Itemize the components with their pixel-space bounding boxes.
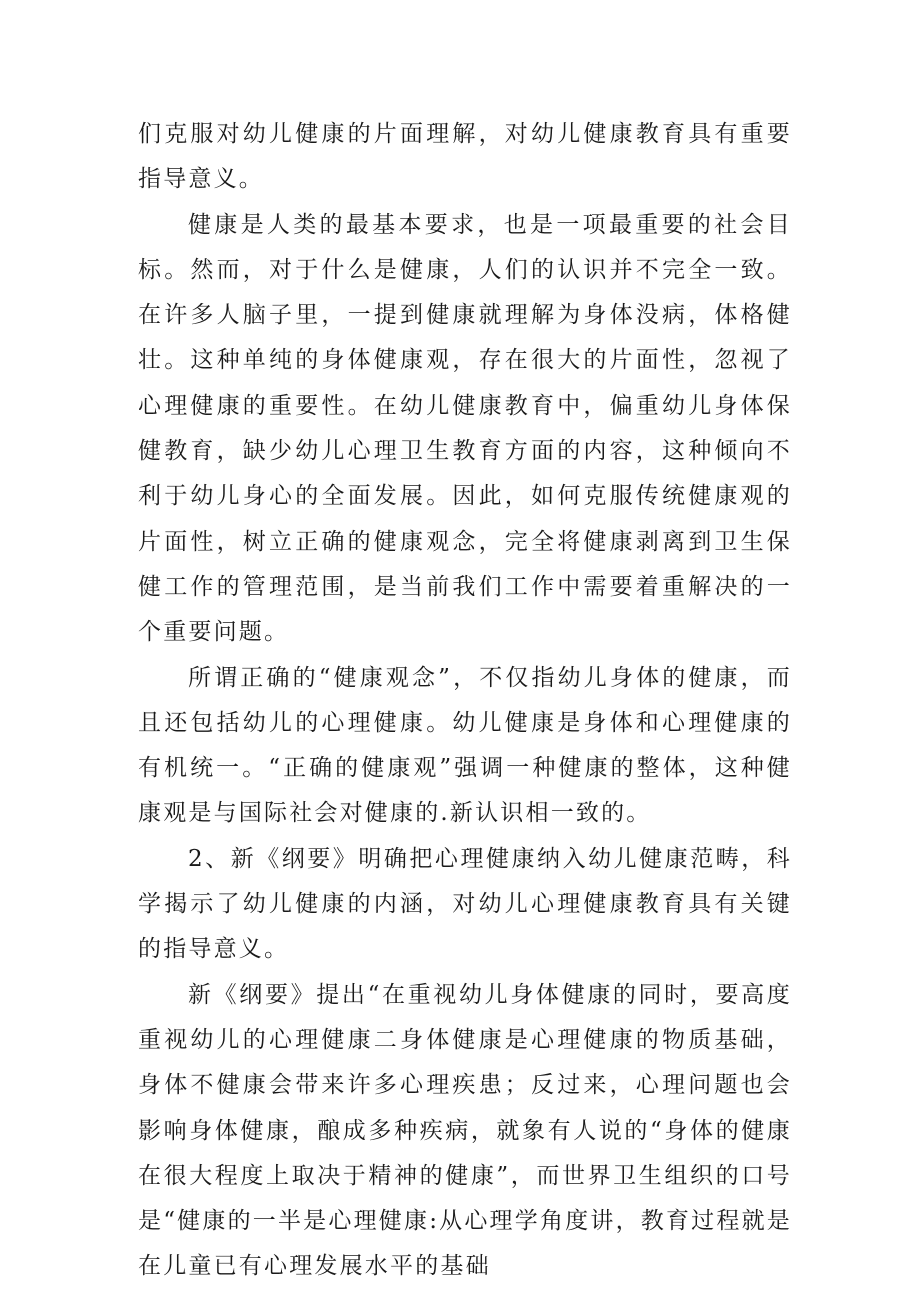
document-body [138, 112, 792, 1290]
paragraph-4: 2、新《纲要》明确把心理健康纳入幼儿健康范畴，科学揭示了幼儿健康的内涵，对幼儿心理健康教育具有关键的指导意义。 [138, 845, 792, 963]
paragraph-1: 们克服对幼儿健康的片面理解，对幼儿健康教育具有重要指导意义。 [138, 121, 792, 193]
paragraph-3: 所谓正确的“健康观念”，不仅指幼儿身体的健康，而且还包括幼儿的心理健康。幼儿健康是身体和心理健康的有机统一。“正确的健康观”强调一种健康的整体，这种健康观是与国际社会对健康的.新认识相一致的。 [138, 664, 792, 827]
paragraph-2: 健康是人类的最基本要求，也是一项最重要的社会目标。然而，对于什么是健康，人们的认识并不完全一致。在许多人脑子里，一提到健康就理解为身体没病，体格健壮。这种单纯的身体健康观，存在很大的片面性，忽视了心理健康的重要性。在幼儿健康教育中，偏重幼儿身体保健教育，缺少幼儿心理卫生教育方面的内容，这种倾向不利于幼儿身心的全面发展。因此，如何克服传统健康观的片面性，树立正确的健康观念，完全将健康剥离到卫生保健工作的管理范围，是当前我们工作中需要着重解决的一个重要问题。 [138, 211, 792, 646]
paragraph-5: 新《纲要》提出“在重视幼儿身体健康的同时，要高度重视幼儿的心理健康二身体健康是心理健康的物质基础，身体不健康会带来许多心理疾患；反过来，心理问题也会影响身体健康，酿成多种疾病，就象有人说的“身体的健康在很大程度上取决于精神的健康”，而世界卫生组织的口号是“健康的一半是心理健康:从心理学角度讲，教育过程就是在儿童已有心理发展水平的基础 [138, 981, 792, 1280]
